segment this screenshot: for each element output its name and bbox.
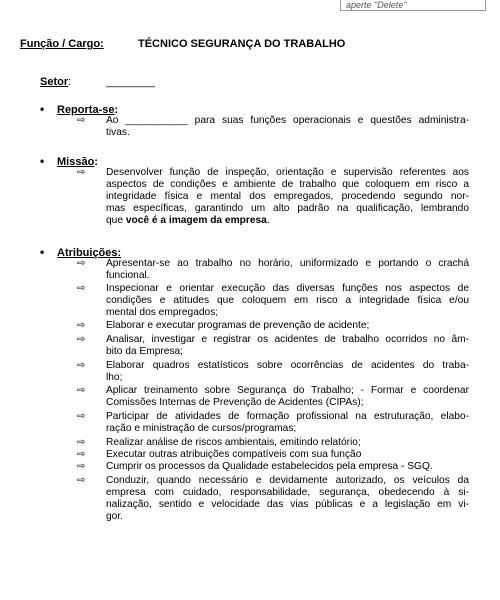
- arrow-right-icon: ⇨: [77, 283, 86, 294]
- arrow-right-icon: ⇨: [77, 258, 86, 269]
- text-line: Inspecionar e orientar execução das diversas funções nos aspectos de: [106, 283, 469, 294]
- text-line: mental dos empregados;: [106, 307, 219, 318]
- mission-last-prefix: que: [106, 215, 126, 226]
- text-line: Aplicar treinamento sobre Segurança do Trabalho; - Formar e coordenar: [106, 385, 469, 396]
- text-line: Executar outras atribuições compatíveis com sua função: [106, 449, 362, 460]
- text-line: funcional.: [106, 270, 150, 281]
- bullet-icon: •: [40, 102, 45, 116]
- text-line: Comissões Internas de Prevenção de Acidentes (CIPAs);: [106, 397, 364, 408]
- mission-last-suffix: .: [266, 215, 270, 226]
- job-title-row: [20, 38, 346, 50]
- text-line: tivas.: [106, 127, 130, 138]
- mission-heading: [40, 154, 98, 168]
- text-line: Elaborar e executar programas de prevenção de acidente;: [106, 320, 370, 331]
- text-line: Conduzir, quando necessário e devidamente autorizado, os veículos da: [106, 475, 469, 486]
- text-line: condições e atitudes que coloquem em risco a integridade física e/ou: [106, 295, 469, 306]
- sector-colon: :: [68, 76, 72, 88]
- text-line: Apresentar-se ao trabalho no horário, uniformizado e portando o crachá: [106, 258, 469, 269]
- text-line: Analisar, investigar e registrar os acidentes de trabalho ocorridos no âm-: [106, 334, 469, 345]
- sector-label: Setor: [40, 76, 69, 88]
- text-line: bito da Empresa;: [106, 346, 184, 357]
- duties-heading: [40, 245, 121, 259]
- arrow-right-icon: ⇨: [77, 320, 86, 331]
- mission-emphasis: você é a imagem da empresa: [125, 215, 267, 226]
- text-line: Elaborar quadros estatísticos sobre ocorrências de acidentes do traba-: [106, 360, 469, 371]
- text-line: [106, 215, 469, 227]
- arrow-right-icon: ⇨: [77, 449, 86, 460]
- text-line: gor.: [106, 511, 123, 522]
- bullet-icon: •: [40, 245, 45, 259]
- job-title-value: TÉCNICO SEGURANÇA DO TRABALHO: [138, 38, 346, 50]
- sector-row: [40, 76, 155, 88]
- reports-to-colon: :: [114, 104, 119, 116]
- text-line: nalização, sentido e velocidade das vias públicas e a legislação em vi-: [106, 499, 469, 510]
- arrow-right-icon: ⇨: [77, 385, 86, 396]
- sector-blank-field[interactable]: ________: [106, 76, 155, 88]
- text-line: mas específicas, garantindo um alto padrão na qualificação, lembrando: [106, 203, 469, 214]
- arrow-right-icon: ⇨: [77, 334, 86, 345]
- text-line: lho;: [106, 372, 123, 383]
- text-line: Realizar análise de riscos ambientais, emitindo relatório;: [106, 437, 361, 448]
- text-line: Ao ___________ para suas funções operacionais e questões administra-: [106, 115, 469, 126]
- arrow-right-icon: ⇨: [77, 475, 86, 486]
- mission-label: Missão: [57, 156, 95, 168]
- arrow-right-icon: ⇨: [77, 167, 86, 178]
- reports-to-heading: [40, 102, 118, 116]
- text-line: Cumprir os processos da Qualidade estabelecidos pela empresa - SGQ.: [106, 461, 433, 472]
- text-line: integridade física e mental dos empregados, procedendo segundo nor-: [106, 191, 469, 202]
- bullet-icon: •: [40, 154, 45, 168]
- duties-label: Atribuições:: [57, 247, 122, 259]
- arrow-right-icon: ⇨: [77, 360, 86, 371]
- job-title-label: Função / Cargo:: [20, 38, 104, 50]
- reports-to-label: Reporta-se: [57, 104, 115, 116]
- text-line: empresa com cuidado, responsabilidade, segurança, obedecendo à si-: [106, 487, 469, 498]
- arrow-right-icon: ⇨: [77, 411, 86, 422]
- text-line: aspectos de condições e ambiente de trabalho que coloquem em risco a: [106, 179, 469, 190]
- text-line: Desenvolver função de inspeção, orientação e supervisão referentes aos: [106, 167, 469, 178]
- arrow-right-icon: ⇨: [77, 115, 86, 126]
- delete-hint-tooltip: aperte "Delete": [340, 0, 486, 11]
- mission-colon: :: [94, 156, 98, 168]
- arrow-right-icon: ⇨: [77, 437, 86, 448]
- text-line: ração e ministração de cursos/programas;: [106, 423, 297, 434]
- text-line: Participar de atividades de formação profissional na estruturação, elabo-: [106, 411, 469, 422]
- arrow-right-icon: ⇨: [77, 461, 86, 472]
